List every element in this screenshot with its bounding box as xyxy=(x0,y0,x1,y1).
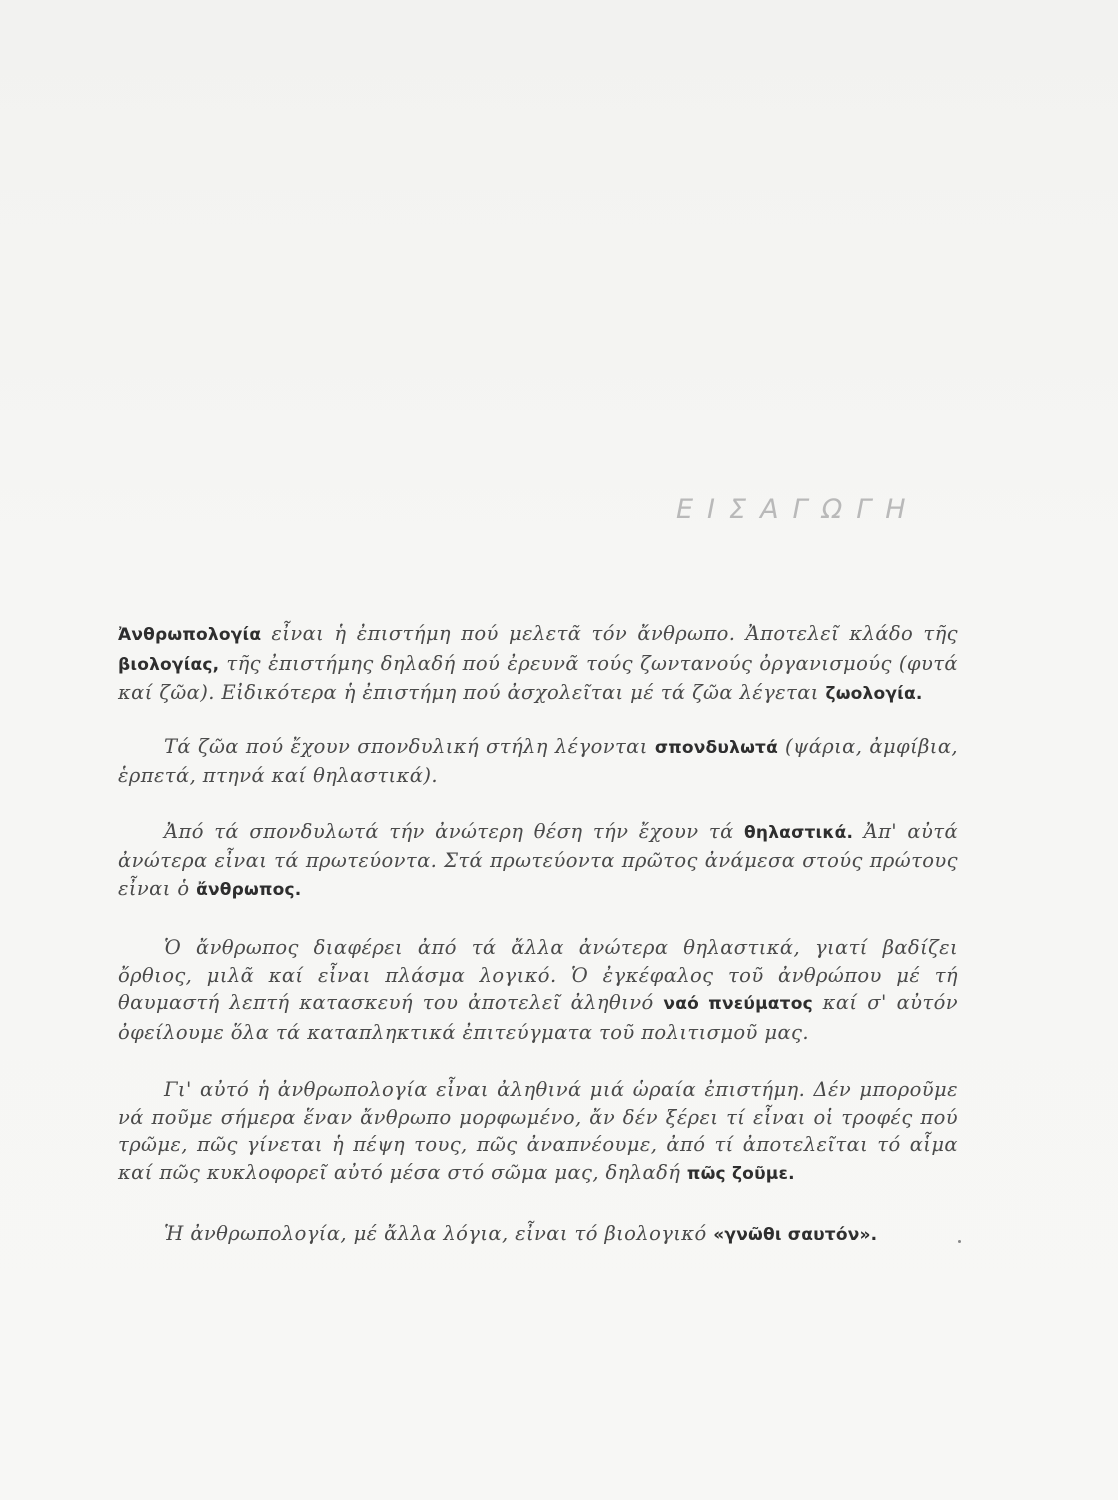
paragraph-know-thyself xyxy=(118,1220,958,1250)
paragraph-vertebrates xyxy=(118,733,958,790)
paragraph-text: Ὁ ἄνθρωπος διαφέρει ἀπό τά ἄλλα ἀνώτερα θηλαστικά, γιατί βαδίζει ὄρθιος, μιλᾶ καί εἶναι πλάσμα λογικό. Ὁ ἐγκέφαλος τοῦ ἀνθρώπου μέ τή θαυμαστή λεπτή κατασκευή του ἀποτελεῖ ἀληθινό xyxy=(118,936,958,1014)
section-heading: ΕΙΣΑΓΩΓΗ xyxy=(676,494,920,525)
term-anthropology: Ἀνθρωπολογία xyxy=(118,625,262,645)
term-human: ἄνθρωπος. xyxy=(196,879,302,900)
body-text xyxy=(118,620,958,1278)
paragraph-text: τῆς ἐπιστήμης δηλαδή πού ἐρευνᾶ τούς ζωντανούς ὀργανισμούς (φυτά καί ζῶα). Εἰδικότερα ἡ ἐπιστήμη πού ἀσχολεῖται μέ τά ζῶα λέγεται xyxy=(118,651,958,704)
paragraph-text: καί σ' αὐτόν ὀφείλουμε ὅλα τά καταπληκτικά ἐπιτεύγματα τοῦ πολιτισμοῦ μας. xyxy=(118,991,958,1044)
term-mammals: θηλαστικά. xyxy=(744,822,854,843)
scan-speck xyxy=(958,1240,961,1243)
paragraph-text: Ἡ ἀνθρωπολογία, μέ ἄλλα λόγια, εἶναι τό βιολογικό xyxy=(164,1222,714,1245)
paragraph-text: Ἀπό τά σπονδυλωτά τήν ἀνώτερη θέση τήν ἔχουν τά xyxy=(164,819,745,843)
paragraph-mammals xyxy=(118,818,958,905)
paragraph-text: εἶναι ἡ ἐπιστήμη πού μελετᾶ τόν ἄνθρωπο. Ἀποτελεῖ κλάδο τῆς xyxy=(261,622,958,645)
paragraph-human-differences xyxy=(118,934,958,1046)
term-temple-of-spirit: ναό πνεύματος xyxy=(663,994,813,1014)
term-know-thyself: «γνῶθι σαυτόν». xyxy=(713,1225,878,1245)
term-vertebrates: σπονδυλωτά xyxy=(654,737,778,758)
paragraph-text: (ψάρια, ἀμφίβια, ἑρπετά, πτηνά καί θηλαστικά). xyxy=(118,734,959,787)
term-biology: βιολογίας, xyxy=(118,654,220,675)
paragraph-text: Γι' αὐτό ἡ ἀνθρωπολογία εἶναι ἀληθινά μιά ὡραία ἐπιστήμη. Δέν μποροῦμε νά ποῦμε σήμερα ἕναν ἄνθρωπο μορφωμένο, ἄν δέν ξέρει τί εἶναι οἱ τροφές πού τρῶμε, πῶς γίνεται ἡ πέψη τους, πῶς ἀναπνέουμε, ἀπό τί ἀποτελεῖται τό αἷμα καί πῶς κυκλοφορεῖ αὐτό μέσα στό σῶμα μας, δηλαδή xyxy=(118,1078,958,1184)
paragraph-text: Ἀπ' αὐτά ἀνώτερα εἶναι τά πρωτεύοντα. Στά πρωτεύοντα πρῶτος ἀνάμεσα στούς πρώτους εἶναι ὁ xyxy=(118,819,959,900)
term-zoology: ζωολογία. xyxy=(825,684,923,704)
paragraph-anthropology-value xyxy=(118,1076,958,1188)
paragraph-text: Τά ζῶα πού ἔχουν σπονδυλική στήλη λέγονται xyxy=(164,734,655,758)
term-how-we-live: πῶς ζοῦμε. xyxy=(686,1163,795,1184)
paragraph-anthropology-definition xyxy=(118,620,958,709)
